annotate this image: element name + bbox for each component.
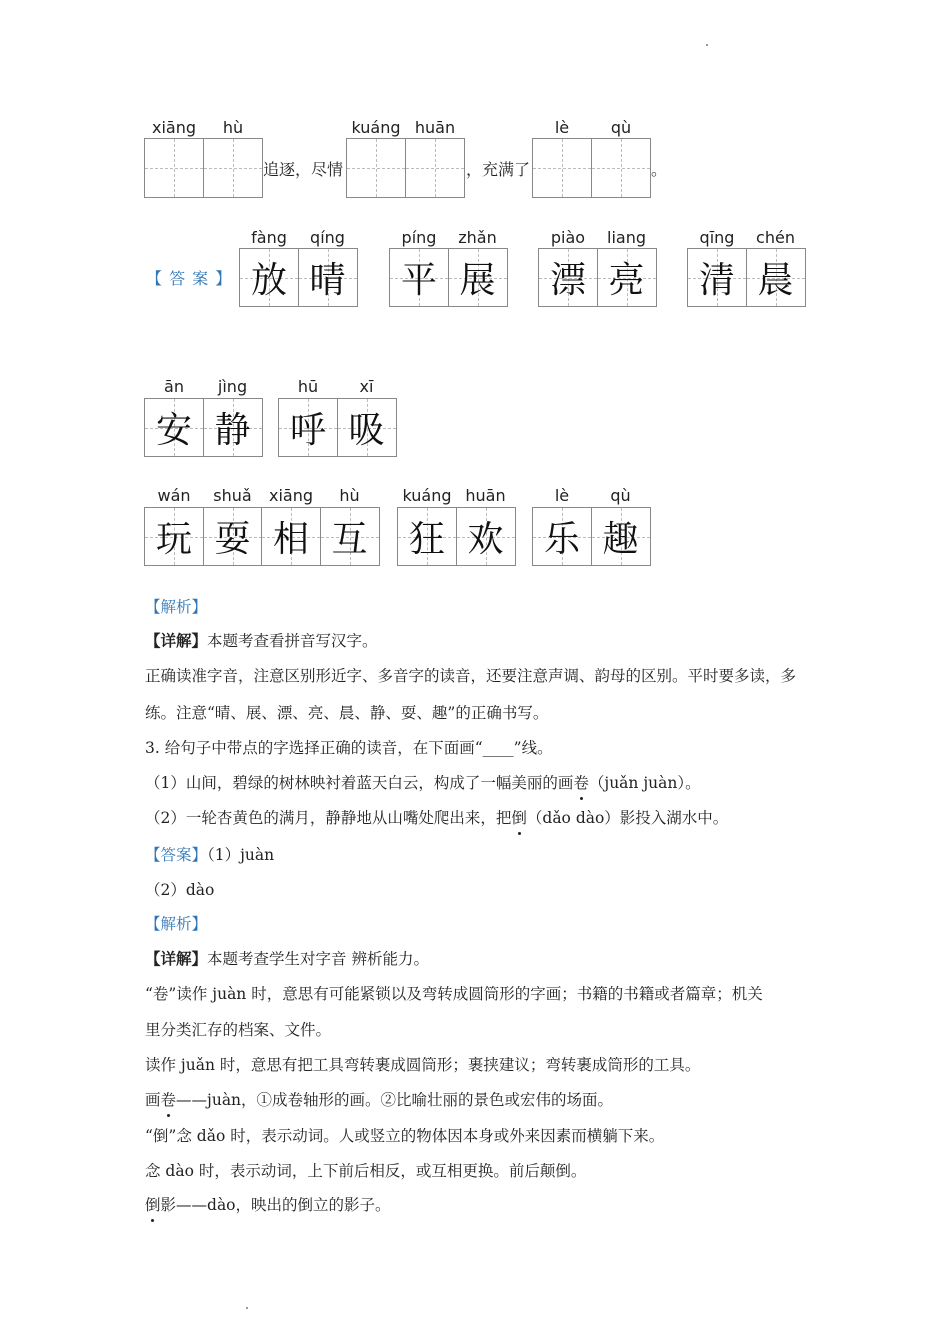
answer-label: 【 答 案 】 [146,269,233,288]
detail-line [145,949,429,969]
detail-line [145,631,378,651]
answer-character: 放 [250,260,287,301]
answer-grid [239,248,358,307]
detail-text: 本题考查看拼音写汉字。 [207,632,378,650]
analysis-paragraph: 读作 juǎn 时，意思有把工具弯转裹成圆筒形；裹挟建议；弯转裹成筒形的工具。 [145,1056,701,1074]
answer-character: 清 [698,260,735,301]
answer-cell [144,507,204,566]
sentence-text: 追逐，尽情 [263,160,344,179]
pinyin: xiāng [151,118,196,137]
answer-cell [278,398,338,457]
paragraph-text: 画 [145,1091,161,1109]
blank-cell[interactable] [591,138,651,198]
answer-character: 安 [155,410,192,451]
answer-cell [456,507,516,566]
answer-cell [239,248,299,307]
answer-character: 晨 [757,260,794,301]
answer-grid [397,507,516,566]
dotted-char: 倒 [511,809,527,827]
answer-character: 展 [459,260,496,301]
answer-character: 晴 [309,260,346,301]
blank-cell[interactable] [203,138,263,198]
blank-cell[interactable] [144,138,204,198]
pinyin: liang [607,228,646,247]
sentence-text: （1）山间，碧绿的树林映衬着蓝天白云，构成了一幅美丽的画 [145,774,574,792]
pinyin: qíng [310,228,345,247]
pinyin: píng [401,228,437,247]
answer-character: 乐 [543,519,580,560]
answer-grid [389,248,508,307]
pinyin: lè [554,486,570,505]
answer-character: 平 [400,260,437,301]
pinyin: xiāng [268,486,313,505]
detail-label: 【详解】 [145,631,208,650]
pinyin: shuǎ [213,486,252,505]
analysis-paragraph: “倒”念 dǎo 时，表示动词。人或竖立的物体因本身或外来因素而横躺下来。 [145,1127,665,1145]
sentence-text: ，充满了 [466,160,531,179]
answer-cell [532,507,592,566]
pinyin: jìng [217,377,248,396]
answer-grid [144,507,380,566]
answer-character: 亮 [608,260,645,301]
answer-cell [448,248,508,307]
sentence-text: 。 [651,160,668,179]
answer-cell [203,398,263,457]
answer-grid [144,398,263,457]
analysis-paragraph [145,1090,613,1110]
answer-character: 互 [331,519,368,560]
answer-cell [591,507,651,566]
answer-grid [687,248,806,307]
answer-cell [261,507,321,566]
answer-cell [397,507,457,566]
pinyin: qù [610,486,631,505]
sentence-text: （2）一轮杏黄色的满月，静静地从山嘴处爬出来，把 [145,809,512,827]
dotted-char: 卷 [573,774,589,792]
answer-label: 【答案】 [145,846,208,864]
answer-cell [298,248,358,307]
paragraph-text: ——juàn，①成卷轴形的画。②比喻壮丽的景色或宏伟的场面。 [176,1091,614,1109]
answer-character: 呼 [289,410,326,451]
answer-cell [337,398,397,457]
pinyin: piào [550,228,586,247]
analysis-paragraph: “卷”读作 juàn 时，意思有可能紧锁以及弯转成圆筒形的字画；书籍的书籍或者篇章；机关 [145,985,763,1003]
analysis-paragraph: 正确读准字音，注意区别形近字、多音字的读音，还要注意声调、韵母的区别。平时要多读，多 [145,667,797,685]
answer-character: 耍 [214,519,251,560]
answer-character: 相 [272,519,309,560]
blank-cell[interactable] [532,138,592,198]
pinyin: hù [222,118,244,137]
pinyin: huān [414,118,456,137]
pinyin: kuáng [351,118,401,137]
answer-cell [597,248,657,307]
answer-cell [538,248,598,307]
answer-grid [278,398,397,457]
answer-line-1 [145,845,274,865]
detail-label: 【详解】 [145,949,208,968]
question-3-sentence-2 [145,808,728,828]
pinyin: chén [756,228,795,247]
pinyin: fàng [251,228,287,247]
analysis-paragraph [145,1195,391,1215]
blank-cell[interactable] [405,138,465,198]
answer-cell [687,248,747,307]
analysis-label: 【解析】 [145,598,208,616]
answer-grid [532,507,651,566]
analysis-paragraph: 里分类汇存的档案、文件。 [145,1021,332,1039]
sentence-options: （juǎn juàn）。 [588,774,701,792]
question-3-title: 3. 给句子中带点的字选择正确的读音，在下面画“____”线。 [145,739,553,757]
pinyin: hū [297,377,319,396]
answer-grid [538,248,657,307]
pinyin: qīng [699,228,735,247]
dotted-char: 倒 [145,1196,161,1214]
pinyin: lè [554,118,570,137]
answer-cell [746,248,806,307]
blank-grid-3 [532,138,651,198]
page-dot-bottom [246,1307,248,1309]
pinyin: huān [465,486,506,505]
page-dot-top [706,44,708,46]
answer-character: 吸 [348,410,385,451]
detail-text: 本题考查学生对字音 辨析能力。 [207,950,429,968]
pinyin: hù [339,486,360,505]
sentence-options: （dǎo dào）影投入湖水中。 [526,809,729,827]
pinyin: ān [164,377,184,396]
answer-cell [389,248,449,307]
dotted-char: 卷 [160,1091,177,1109]
blank-cell[interactable] [346,138,406,198]
answer-character: 欢 [467,519,504,560]
answer-character: 趣 [602,519,639,560]
pinyin: xī [359,377,374,396]
blank-grid-1 [144,138,263,198]
pinyin: wán [157,486,191,505]
blank-grid-2 [346,138,465,198]
answer-character: 玩 [155,519,192,560]
analysis-paragraph: 练。注意“晴、展、漂、亮、晨、静、耍、趣”的正确书写。 [145,704,549,722]
answer-line-2: （2）dào [145,881,215,899]
answer-text: （1）juàn [207,846,275,864]
answer-character: 狂 [408,519,445,560]
analysis-label: 【解析】 [145,915,208,933]
pinyin: zhǎn [458,228,497,247]
pinyin: qù [610,118,632,137]
paragraph-text: 影——dào，映出的倒立的影子。 [160,1196,391,1214]
answer-character: 漂 [549,260,586,301]
pinyin: kuáng [402,486,452,505]
answer-cell [203,507,263,566]
answer-cell [320,507,380,566]
question-3-sentence-1 [145,773,701,793]
answer-character: 静 [214,410,251,451]
analysis-paragraph: 念 dào 时，表示动词，上下前后相反，或互相更换。前后颠倒。 [145,1162,587,1180]
answer-cell [144,398,204,457]
